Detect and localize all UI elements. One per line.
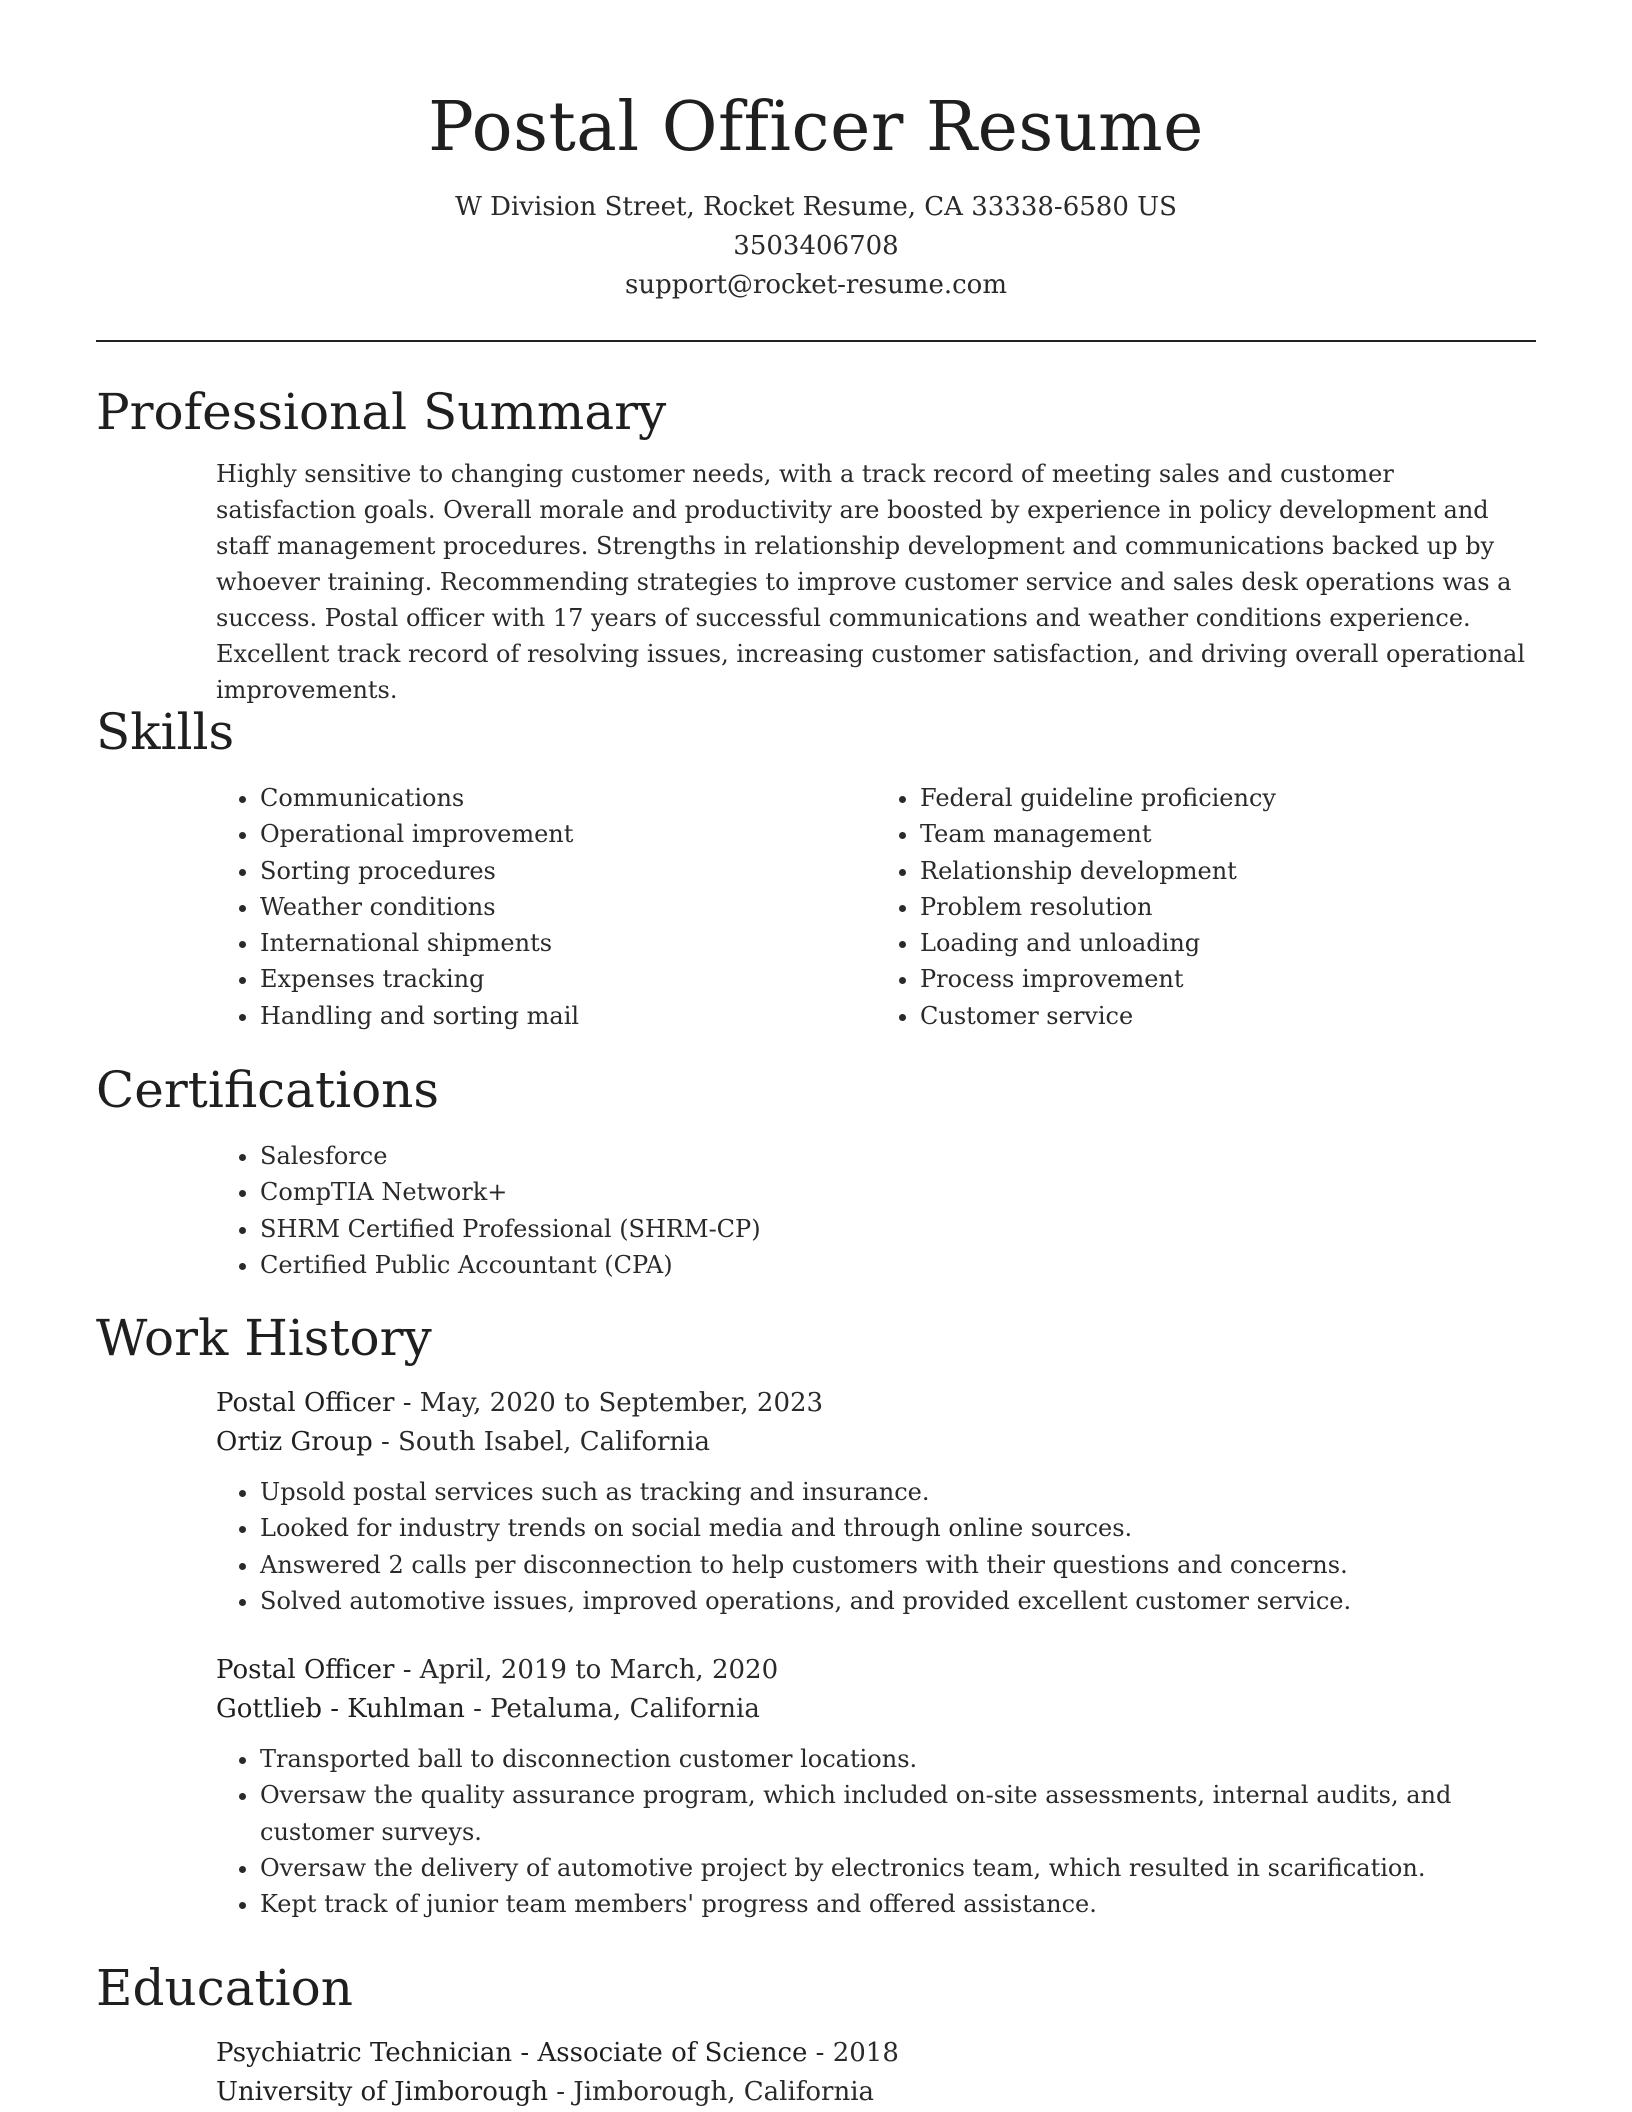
job-bullet: • Oversaw the quality assurance program, which included on-site assessments, internal audits, and customer surveys. bbox=[260, 1777, 1536, 1850]
work-history-heading: Work History bbox=[96, 1309, 432, 1367]
job-title-line bbox=[216, 1384, 1536, 1423]
job-company-line bbox=[216, 1423, 1536, 1462]
job-company: Ortiz Group bbox=[216, 1427, 373, 1457]
education-school-line bbox=[216, 2073, 1536, 2112]
certification-item: • Salesforce bbox=[260, 1138, 1536, 1174]
skills-list-right bbox=[876, 780, 1536, 1034]
education-school: University of Jimborough bbox=[216, 2077, 548, 2107]
skills-section bbox=[96, 700, 1536, 1034]
contact-info bbox=[0, 188, 1632, 305]
skill-item: • Relationship development bbox=[920, 853, 1536, 889]
summary-heading: Professional Summary bbox=[96, 383, 667, 441]
header-divider bbox=[96, 340, 1536, 342]
education-location: - Jimborough, California bbox=[547, 2077, 875, 2107]
contact-address: W Division Street, Rocket Resume, CA 33338-6580 US bbox=[455, 192, 1177, 222]
resume-header bbox=[0, 0, 1632, 305]
job-bullet: • Answered 2 calls per disconnection to help customers with their questions and concerns. bbox=[260, 1547, 1536, 1583]
summary-section bbox=[96, 380, 1536, 708]
job-bullet: • Kept track of junior team members' progress and offered assistance. bbox=[260, 1886, 1536, 1922]
job-entry bbox=[216, 1384, 1536, 1619]
skill-item: • Sorting procedures bbox=[260, 853, 876, 889]
education-heading: Education bbox=[96, 1959, 353, 2017]
job-dates: - April, 2019 to March, 2020 bbox=[394, 1655, 779, 1686]
job-company: Gottlieb - Kuhlman bbox=[216, 1694, 465, 1725]
skill-item: • Expenses tracking bbox=[260, 961, 876, 997]
certification-item: • CompTIA Network+ bbox=[260, 1174, 1536, 1210]
job-entry bbox=[216, 1651, 1536, 1922]
skill-item: • Communications bbox=[260, 780, 876, 816]
education-year: - 2018 bbox=[807, 2038, 899, 2068]
job-title-line bbox=[216, 1651, 1536, 1690]
summary-text: Highly sensitive to changing customer needs, with a track record of meeting sales and customer satisfaction goals. Overall morale and productivity are boosted by experience in policy development and staff management procedures. Strengths in relationship development and communications backed up by whoever training. Recommending strategies to improve customer service and sales desk operations was a success. Postal officer with 17 years of successful communications and weather conditions experience. Excellent track record of resolving issues, increasing customer satisfaction, and driving overall operational improvements. bbox=[216, 460, 1526, 704]
job-title: Postal Officer bbox=[216, 1388, 395, 1418]
job-location: - Petaluma, California bbox=[464, 1694, 760, 1725]
job-bullet: • Oversaw the delivery of automotive project by electronics team, which resulted in scarification. bbox=[260, 1850, 1536, 1886]
page-title: Postal Officer Resume bbox=[428, 88, 1204, 167]
skill-item: • Loading and unloading bbox=[920, 925, 1536, 961]
job-location: - South Isabel, California bbox=[372, 1427, 710, 1457]
education-section bbox=[96, 1956, 1536, 2112]
certifications-list bbox=[216, 1138, 1536, 1283]
job-dates: - May, 2020 to September, 2023 bbox=[394, 1388, 824, 1418]
certifications-section bbox=[96, 1058, 1536, 1283]
skill-item: • Operational improvement bbox=[260, 816, 876, 852]
certification-item: • SHRM Certified Professional (SHRM-CP) bbox=[260, 1211, 1536, 1247]
contact-phone: 3503406708 bbox=[733, 231, 899, 261]
job-bullet: • Solved automotive issues, improved operations, and provided excellent customer service. bbox=[260, 1583, 1536, 1619]
job-title: Postal Officer bbox=[216, 1655, 395, 1686]
job-bullets bbox=[216, 1741, 1536, 1922]
skill-item: • Team management bbox=[920, 816, 1536, 852]
work-history-section bbox=[96, 1306, 1536, 1923]
skills-heading: Skills bbox=[96, 703, 235, 761]
skills-list-left bbox=[216, 780, 876, 1034]
skill-item: • International shipments bbox=[260, 925, 876, 961]
skill-item: • Federal guideline proficiency bbox=[920, 780, 1536, 816]
job-bullet: • Upsold postal services such as tracking and insurance. bbox=[260, 1474, 1536, 1510]
job-bullets bbox=[216, 1474, 1536, 1619]
skills-columns bbox=[216, 780, 1536, 1034]
job-bullet: • Transported ball to disconnection customer locations. bbox=[260, 1741, 1536, 1777]
skill-item: • Problem resolution bbox=[920, 889, 1536, 925]
certification-item: • Certified Public Accountant (CPA) bbox=[260, 1247, 1536, 1283]
skill-item: • Customer service bbox=[920, 998, 1536, 1034]
skill-item: • Handling and sorting mail bbox=[260, 998, 876, 1034]
education-entry bbox=[216, 2034, 1536, 2112]
education-degree-line bbox=[216, 2034, 1536, 2073]
contact-email: support@rocket-resume.com bbox=[624, 270, 1007, 300]
skill-item: • Weather conditions bbox=[260, 889, 876, 925]
job-company-line bbox=[216, 1690, 1536, 1729]
education-degree: Psychiatric Technician - Associate of Science bbox=[216, 2038, 808, 2068]
certifications-heading: Certifications bbox=[96, 1061, 440, 1119]
job-bullet: • Looked for industry trends on social media and through online sources. bbox=[260, 1510, 1536, 1546]
skill-item: • Process improvement bbox=[920, 961, 1536, 997]
